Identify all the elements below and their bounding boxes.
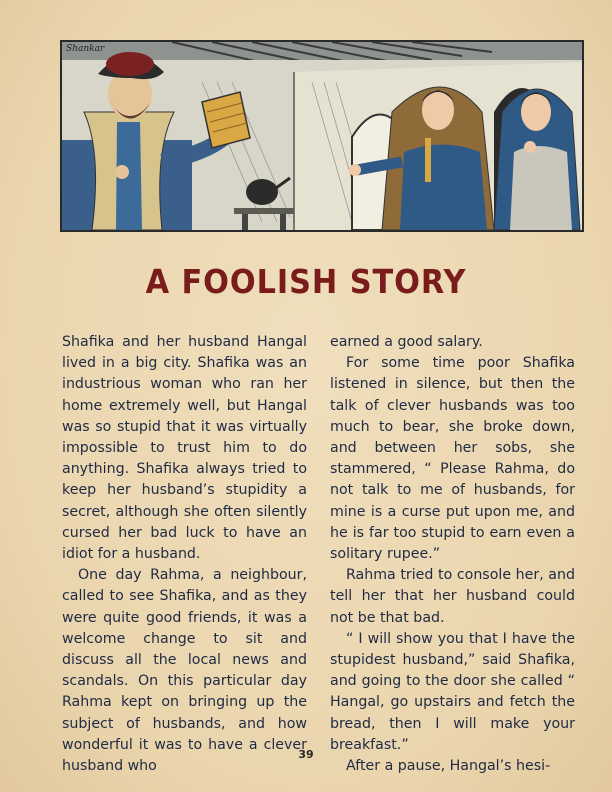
kettle — [246, 179, 278, 205]
right-text-column — [330, 332, 575, 777]
paragraph: After a pause, Hangal’s hesi- — [346, 758, 551, 775]
paragraph: Shafika and her husband Hangal lived in a big city. Shafika was an industrious woman who ran her home extremely well, but Hangal was so stupid that it was virtually impossible to trust him to do anything. Shafika always tried to keep her husband’s stupidity a secret, although she often silently cursed her bad luck to have an idiot for a husband. — [62, 334, 307, 563]
artist-signature: Shankar — [66, 44, 105, 54]
story-illustration — [60, 40, 584, 232]
illustration-drawing — [62, 42, 582, 230]
paragraph: Rahma tried to console her, and tell her that her husband could not be that bad. — [330, 567, 575, 626]
second-woman-figure — [494, 89, 580, 230]
paragraph: earned a good salary. — [330, 334, 483, 350]
page-number: 39 — [298, 748, 314, 761]
left-text-column — [62, 332, 307, 777]
paragraph: One day Rahma, a neighbour, called to see Shafika, and as they were quite good friends, it was a welcome change to sit and discuss all the local news and scandals. On this particular day Rahma kept on bringing up the subject of husbands, and how wonderful it was to have a clever husband who — [62, 567, 307, 775]
story-title: A FOOLISH STORY — [145, 262, 467, 301]
paragraph: For some time poor Shafika listened in silence, but then the talk of clever husbands was too much to bear, she broke down, and between her sobs, she stammered, “ Please Rahma, do not talk to me of husbands, for mine is a curse put upon me, and he is far too stupid to earn even a solitary rupee.” — [330, 355, 575, 563]
side-table — [234, 208, 294, 214]
paragraph: “ I will show you that I have the stupidest husband,” said Shafika, and going to the door she called “ Hangal, go upstairs and fetch the bread, then I will make your breakfast.” — [330, 630, 575, 753]
